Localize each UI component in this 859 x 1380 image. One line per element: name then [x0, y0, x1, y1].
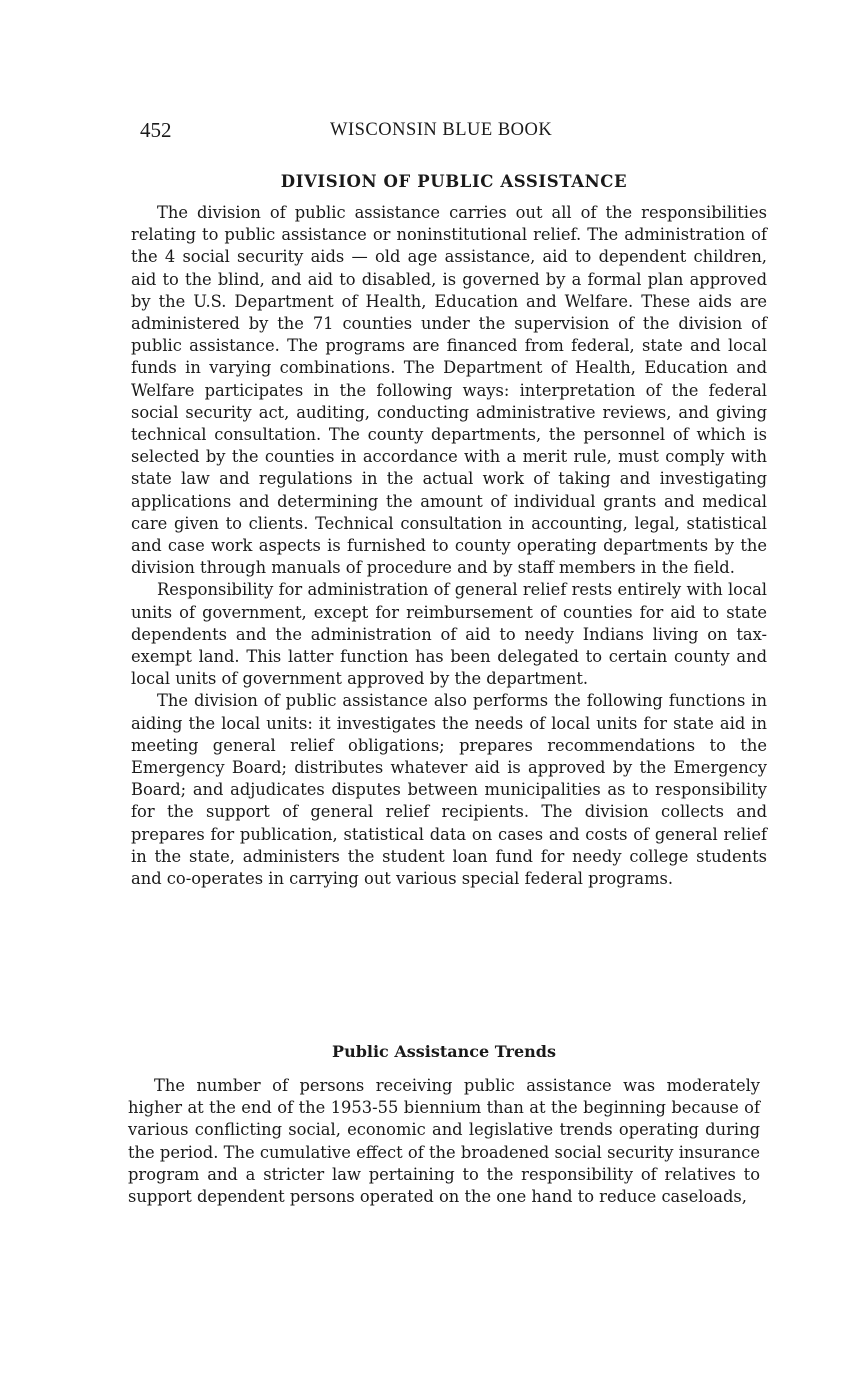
page-number: 452 — [140, 118, 172, 142]
section-body — [131, 202, 767, 890]
subsection-body — [128, 1075, 760, 1208]
running-title: WISCONSIN BLUE BOOK — [330, 120, 553, 140]
paragraph: The division of public assistance carries out all of the responsibilities relating to public assistance or noninstitutional relief. The administration of the 4 social security aids — old age assistance, aid to dependent children, aid to the blind, and aid to disabled, is governed by a formal plan approved by the U.S. Department of Health, Education and Welfare. These aids are administered by the 71 counties under the supervision of the division of public assistance. The programs are financed from federal, state and local funds in varying combinations. The Department of Health, Education and Welfare participates in the following ways: interpretation of the federal social security act, auditing, conducting administrative reviews, and giving technical consultation. The county departments, the personnel of which is selected by the counties in accordance with a merit rule, must comply with state law and regulations in the actual work of taking and investigating applications and determining the amount of individual grants and medical care given to clients. Technical consultation in accounting, legal, statistical and case work aspects is furnished to county operating departments by the division through manuals of procedure and by staff members in the field. — [131, 203, 767, 578]
paragraph: The number of persons receiving public assistance was moderately higher at the end of the 1953-55 biennium than at the beginning because of various conflicting social, economic and legislative trends operating during the period. The cumulative effect of the broadened social security insurance program and a stricter law pertaining to the responsibility of relatives to support dependent persons operated on the one hand to reduce caseloads, — [128, 1076, 760, 1207]
paragraph: The division of public assistance also performs the following functions in aiding the local units: it investigates the needs of local units for state aid in meeting general relief obligations; prepares recommendations to the Emergency Board; distributes whatever aid is approved by the Emergency Board; and adjudicates disputes between municipalities as to responsibility for the support of general relief recipients. The division collects and prepares for publication, statistical data on cases and costs of general relief in the state, administers the student loan fund for needy college students and co-operates in carrying out various special federal programs. — [131, 691, 767, 889]
subsection-title: Public Assistance Trends — [332, 1042, 556, 1061]
paragraph: Responsibility for administration of general relief rests entirely with local units of government, except for reimbursement of counties for aid to state dependents and the administration of aid to needy Indians living on tax-exempt land. This latter function has been delegated to certain county and local units of government approved by the department. — [131, 580, 767, 689]
section-title: DIVISION OF PUBLIC ASSISTANCE — [280, 172, 628, 191]
running-header — [140, 118, 770, 148]
